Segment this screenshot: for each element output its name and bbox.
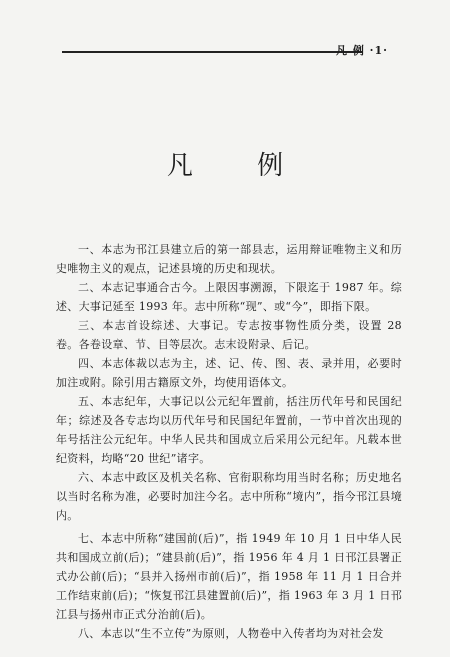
- paragraph-2: 二、本志记事通合古今。上限因事溯源，下限迄于 1987 年。综述、大事记延至 1993 年。志中所称“现”、或“今”，即指下限。: [56, 281, 402, 313]
- paragraph-8: 八、本志以“生不立传”为原则，人物卷中入传者均为对社会发: [78, 627, 384, 640]
- body-text: [56, 240, 402, 643]
- paragraph-6: 六、本志中政区及机关名称、官衔职称均用当时名称；历史地名以当时名称为准，必要时加注今名。志中所称“境内”，指今邗江县境内。: [56, 471, 402, 522]
- running-title: 凡 例 ·1·: [336, 44, 388, 57]
- header-rule: [62, 51, 362, 53]
- paragraph-1: 一、本志为邗江县建立后的第一部县志，运用辩证唯物主义和历史唯物主义的观点，记述县境的历史和现状。: [56, 243, 402, 275]
- page-title: 凡 例: [166, 151, 312, 181]
- paragraph-4: 四、本志体裁以志为主，述、记、传、图、表、录并用，必要时加注或附。除引用古籍原文外，均使用语体文。: [56, 357, 402, 389]
- paragraph-5: 五、本志纪年，大事记以公元纪年置前，括注历代年号和民国纪年；综述及各专志均以历代年号和民国纪年置前，一节中首次出现的年号括注公元纪年。中华人民共和国成立后采用公元纪年。凡载本世纪资料，均略“20 世纪”诸字。: [56, 395, 402, 465]
- paragraph-3: 三、本志首设综述、大事记。专志按事物性质分类，设置 28 卷。各卷设章、节、目等层次。志末设附录、后记。: [56, 319, 402, 351]
- paragraph-7: 七、本志中所称“建国前(后)”，指 1949 年 10 月 1 日中华人民共和国成立前(后)；“建县前(后)”，指 1956 年 4 月 1 日邗江县署正式办公前(后)；“县并入扬州市前(后)”，指 1958 年 11 月 1 日合并工作结束前(后)；“恢复邗江县建置前(后)”，指 1963 年 3 月 1 日邗江县与扬州市正式分治前(后)。: [56, 532, 402, 621]
